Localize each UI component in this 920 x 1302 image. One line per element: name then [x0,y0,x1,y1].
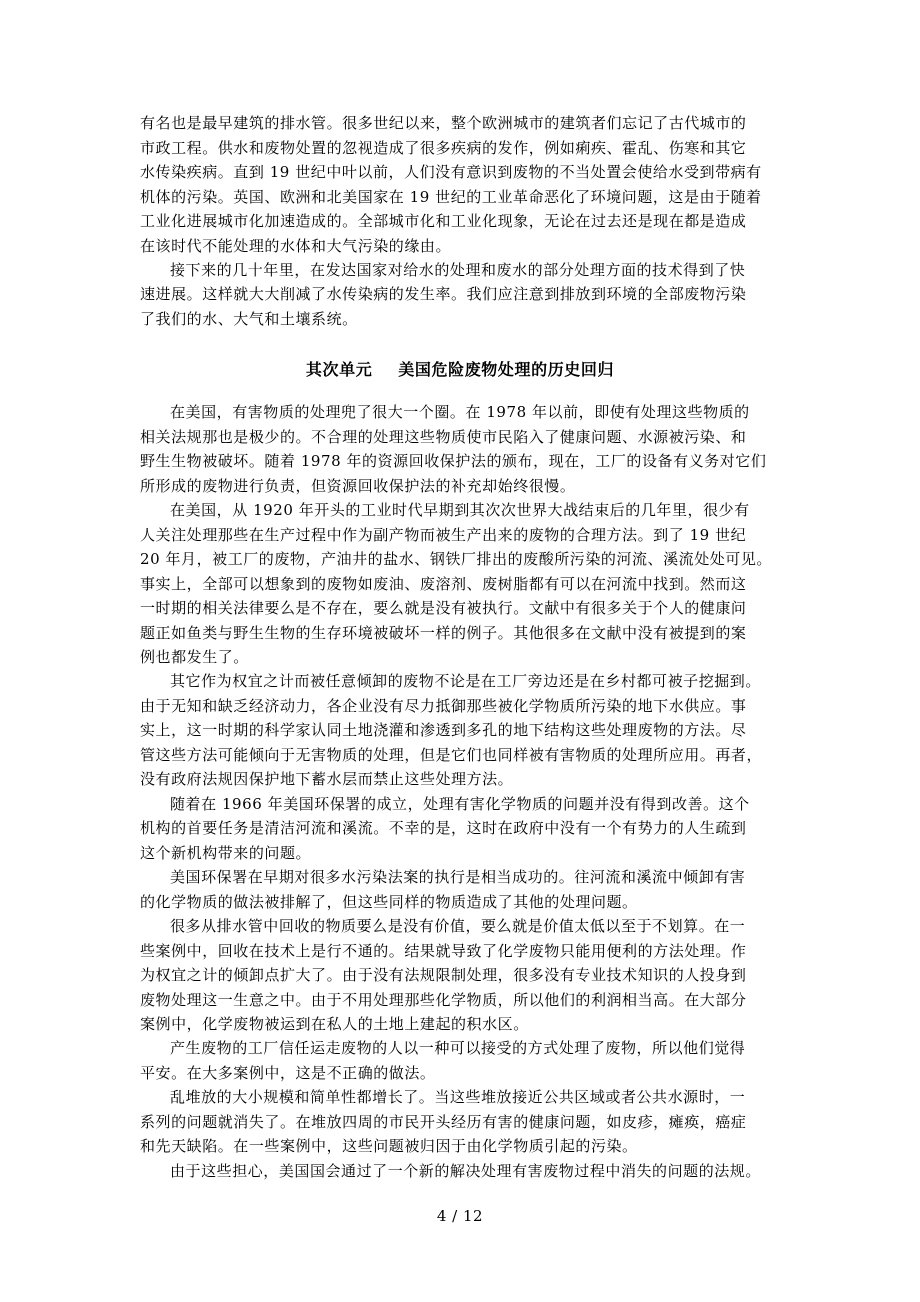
text-line: 速进展。这样就大大削减了水传染病的发生率。我们应注意到排放到环境的全部废物污染 [140,285,747,303]
text-line: 没有政府法规因保护地下蓄水层而禁止这些处理方法。 [140,770,514,788]
text-line: 相关法规那也是极少的。不合理的处理这些物质使市民陷入了健康问题、水源被污染、和 [140,428,747,446]
text-line: 平安。在大多案例中，这是不正确的做法。 [140,1064,436,1082]
section-heading [0,357,920,380]
text-line: 由于无知和缺乏经济动力，各企业没有尽力抵御那些被化学物质所污染的地下水供应。事 [140,697,747,715]
text-line: 机构的首要任务是清洁河流和溪流。不幸的是，这时在政府中没有一个有势力的人生疏到 [140,819,747,837]
text-line: 工业化进展城市化加速造成的。全部城市化和工业化现象，无论在过去还是现在都是造成 [140,212,747,230]
text-line: 乱堆放的大小规模和简单性都增长了。当这些堆放接近公共区域或者公共水源时，一 [170,1088,746,1106]
text-line: 些案例中，回收在技术上是行不通的。结果就导致了化学废物只能用便利的方法处理。作 [140,942,747,960]
text-line: 了我们的水、大气和土壤系统。 [140,310,358,328]
text-line: 市政工程。供水和废物处置的忽视造成了很多疾病的发作，例如痢疾、霍乱、伤寒和其它 [140,139,747,157]
page-number: 4 / 12 [436,1207,484,1225]
heading-unit: 其次单元 [305,360,373,379]
text-line: 所形成的废物进行负责，但资源回收保护法的补充却始终很慢。 [140,477,576,495]
text-line: 管这些方法可能倾向于无害物质的处理，但是它们也同样被有害物质的处理所应用。再者， [140,746,763,764]
text-line: 事实上，全部可以想象到的废物如废油、废溶剂、废树脂都有可以在河流中找到。然而这 [140,575,747,593]
text-line: 在该时代不能处理的水体和大气污染的缘由。 [140,237,452,255]
text-line: 这个新机构带来的问题。 [140,844,312,862]
text-line: 案例中，化学废物被运到在私人的土地上建起的积水区。 [140,1015,529,1033]
text-line: 一时期的相关法律要么是不存在，要么就是没有被执行。文献中有很多关于个人的健康问 [140,599,747,617]
text-line: 实上，这一时期的科学家认同土地浇灌和渗透到多孔的地下结构这些处理废物的方法。尽 [140,721,747,739]
text-line: 美国环保署在早期对很多水污染法案的执行是相当成功的。往河流和溪流中倾卸有害 [170,868,746,886]
text-line: 产生废物的工厂信任运走废物的人以一种可以接受的方式处理了废物，所以他们觉得 [170,1039,746,1057]
heading-title: 美国危险废物处理的历史回归 [398,360,615,379]
text-line: 系列的问题就消失了。在堆放四周的市民开头经历有害的健康问题，如皮疹，瘫痪，癌症 [140,1113,747,1131]
text-line: 很多从排水管中回收的物质要么是没有价值，要么就是价值太低以至于不划算。在一 [170,917,746,935]
text-line: 在美国，从 1920 年开头的工业时代早期到其次次世界大战结束后的几年里，很少有 [170,501,750,519]
text-line: 由于这些担心，美国国会通过了一个新的解决处理有害废物过程中消失的问题的法规。 [170,1162,761,1180]
text-line: 有名也是最早建筑的排水管。很多世纪以来，整个欧洲城市的建筑者们忘记了古代城市的 [140,114,747,132]
text-line: 接下来的几十年里，在发达国家对给水的处理和废水的部分处理方面的技术得到了快 [170,261,746,279]
text-line: 随着在 1966 年美国环保署的成立，处理有害化学物质的问题并没有得到改善。这个 [170,795,750,813]
text-line: 和先天缺陷。在一些案例中，这些问题被归因于由化学物质引起的污染。 [140,1137,638,1155]
text-line: 机体的污染。英国、欧洲和北美国家在 19 世纪的工业革命恶化了环境问题，这是由于随着 [140,188,762,206]
text-line: 水传染疾病。直到 19 世纪中叶以前，人们没有意识到废物的不当处置会使给水受到带病有 [140,163,762,181]
text-line: 题正如鱼类与野生生物的生存环境被破坏一样的例子。其他很多在文献中没有被提到的案 [140,624,747,642]
text-line: 在美国，有害物质的处理兜了很大一个圈。在 1978 年以前，即使有处理这些物质的 [170,403,750,421]
text-line: 野生生物被破坏。随着 1978 年的资源回收保护法的颁布，现在，工厂的设备有义务对它们 [140,452,767,470]
text-line: 例也都发生了。 [140,648,249,666]
text-line: 废物处理这一生意之中。由于不用处理那些化学物质，所以他们的利润相当高。在大部分 [140,991,747,1009]
text-line: 的化学物质的做法被排解了，但这些同样的物质造成了其他的处理问题。 [140,893,638,911]
text-line: 人关注处理那些在生产过程中作为副产物而被生产出来的废物的合理方法。到了 19 世纪 [140,526,747,544]
text-line: 20 年月，被工厂的废物，产油井的盐水、钢铁厂排出的废酸所污染的河流、溪流处处可见。 [140,550,772,568]
text-line: 为权宜之计的倾卸点扩大了。由于没有法规限制处理，很多没有专业技术知识的人投身到 [140,966,747,984]
text-line: 其它作为权宜之计而被任意倾卸的废物不论是在工厂旁边还是在乡村都可被子挖掘到。 [170,672,761,690]
